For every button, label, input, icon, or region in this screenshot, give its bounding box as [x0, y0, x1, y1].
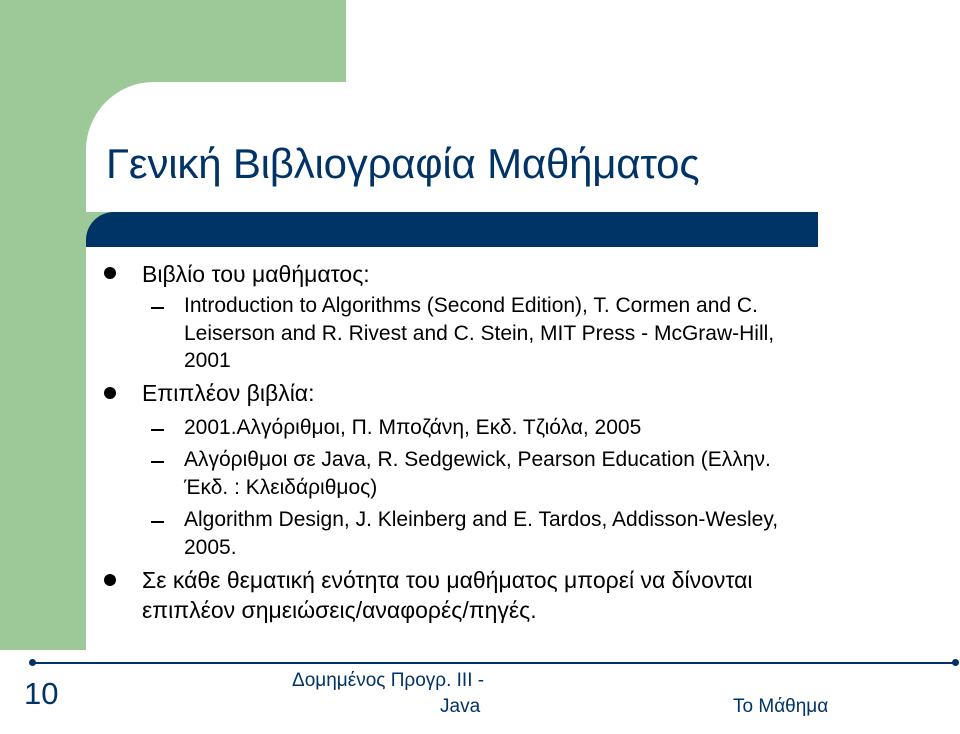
bullet-text: Επιπλέον βιβλία:	[142, 380, 315, 406]
footer-course-subtitle: Java	[440, 696, 481, 717]
bullet-text: επιπλέον σημειώσεις/αναφορές/πηγές.	[142, 597, 537, 623]
footer-divider-end-dot	[29, 659, 36, 666]
sub-item-line: Έκδ. : Κλειδάριθμος)	[184, 476, 378, 499]
dash-marker	[151, 521, 164, 523]
bullet-marker	[104, 387, 116, 399]
sub-item-line: Introduction to Algorithms (Second Edition), T. Cormen and C.	[184, 294, 758, 317]
footer-course-title: Δομημένος Προγρ. ΙΙΙ -	[292, 670, 485, 691]
dash-marker	[151, 461, 164, 463]
sub-item-line: Αλγόριθμοι σε Java, R. Sedgewick, Pearson Education (Ελλην.	[184, 448, 771, 471]
footer-divider-end-dot	[952, 659, 959, 666]
sub-item-line: Leiserson and R. Rivest and C. Stein, MIT Press - McGraw-Hill,	[184, 322, 775, 345]
bullet-marker	[104, 267, 116, 279]
footer-section: Το Μάθημα	[733, 696, 829, 717]
sub-item-line: 2005.	[184, 536, 237, 559]
bullet-marker	[104, 574, 116, 586]
bullet-text: Βιβλίο του μαθήματος:	[142, 261, 370, 287]
sub-item-line: Algorithm Design, J. Kleinberg and E. Tardos, Addisson-Wesley,	[184, 508, 779, 531]
sub-item-line: 2001	[184, 349, 231, 372]
slide-title: Γενική Βιβλιογραφία Μαθήματος	[106, 140, 700, 187]
bullet-text: Σε κάθε θεματική ενότητα του μαθήματος μπορεί να δίνονται	[142, 567, 753, 593]
dash-marker	[151, 307, 164, 309]
footer-divider	[32, 662, 956, 664]
sub-item-line: 2001.Αλγόριθμοι, Π. Μποζάνη, Εκδ. Τζιόλα, 2005	[184, 416, 642, 439]
page-number: 10	[24, 676, 59, 711]
dash-marker	[151, 429, 164, 431]
